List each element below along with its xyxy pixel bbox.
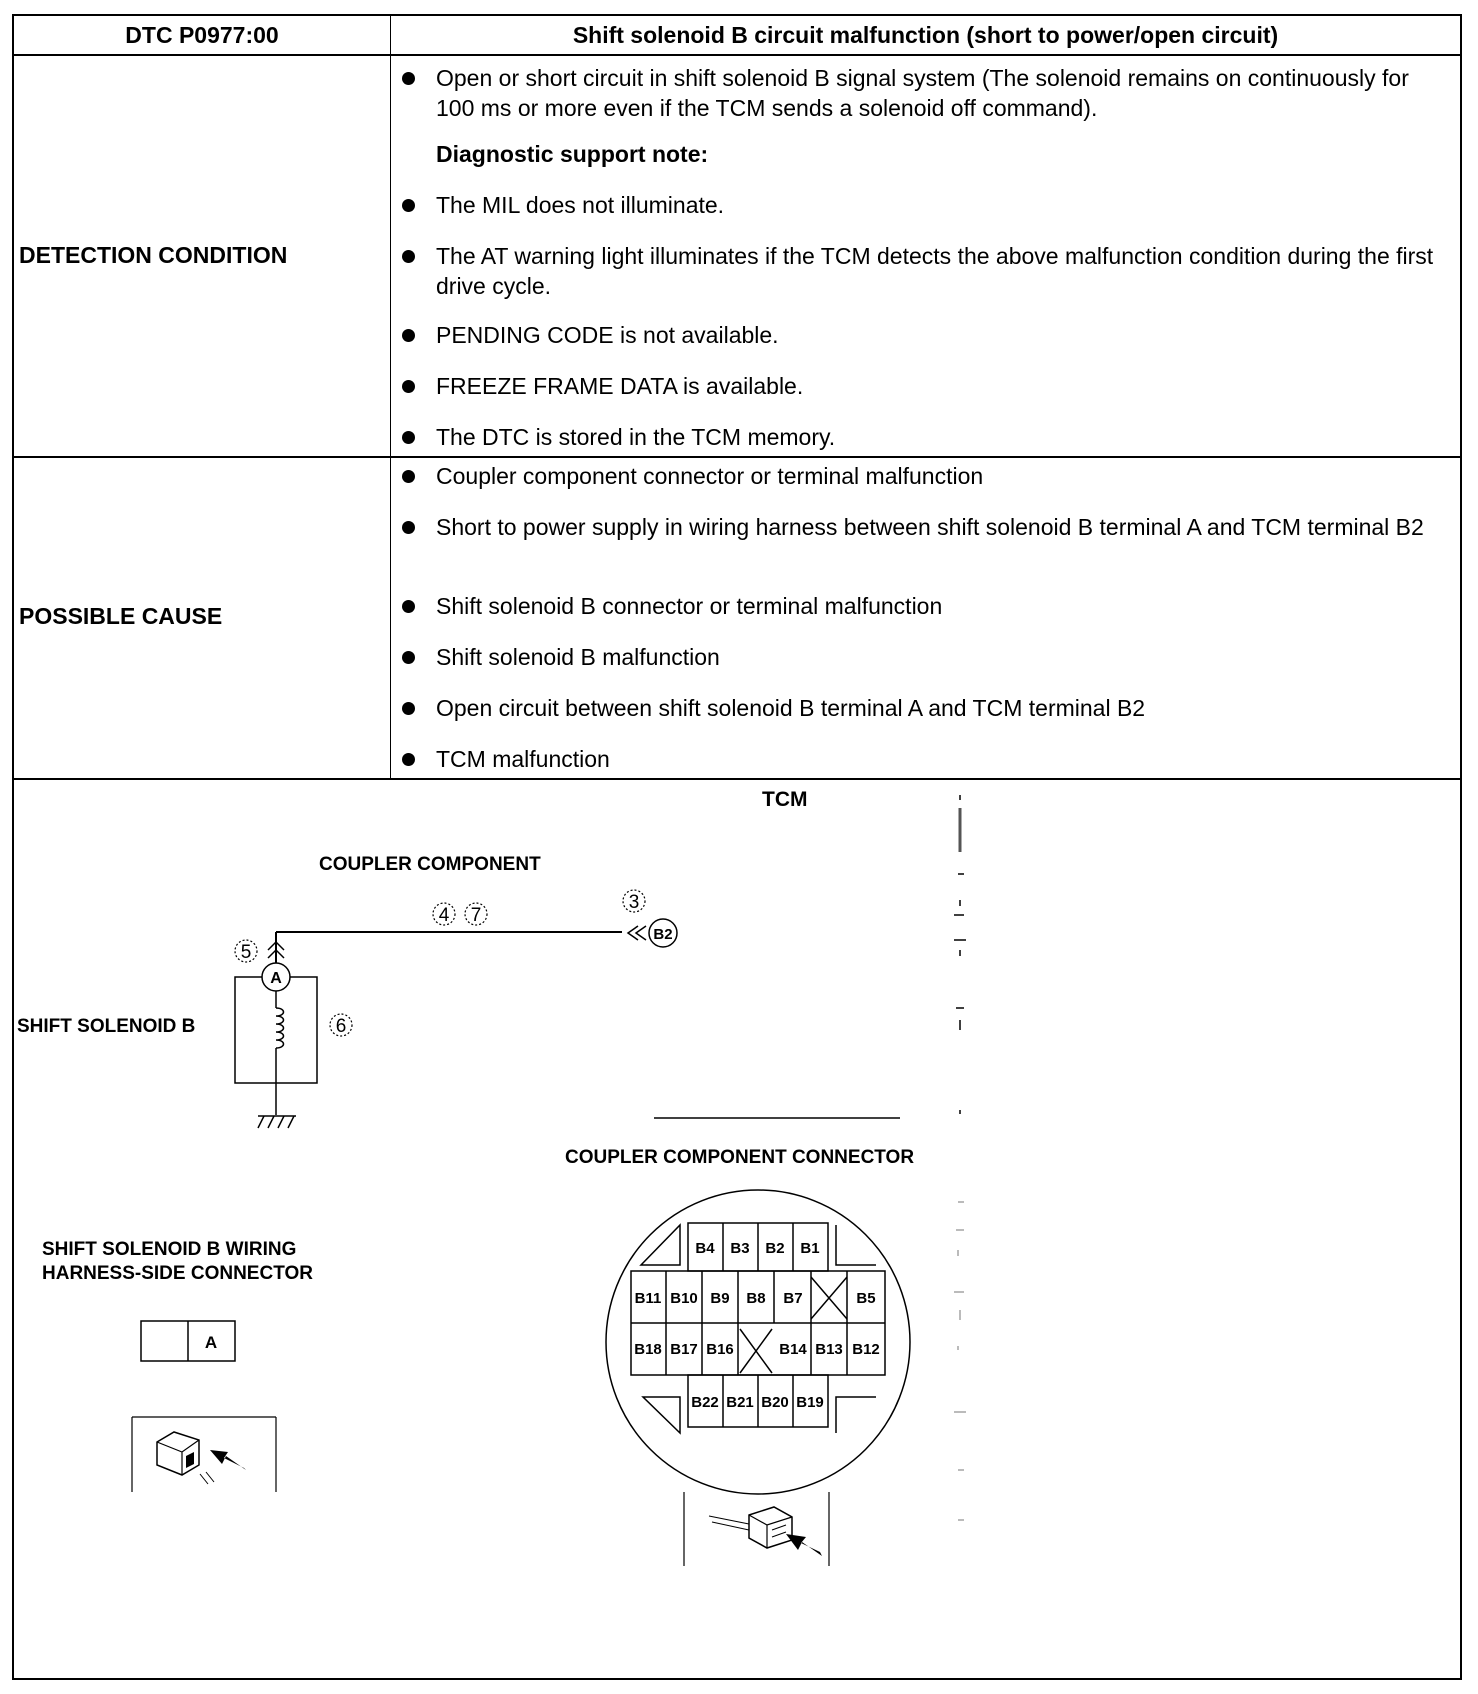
header-row (14, 16, 1460, 56)
tcm-connector-chevron-icon (628, 926, 646, 940)
bullet-icon (402, 753, 415, 766)
pin-label: B13 (815, 1341, 843, 1358)
list-item: Short to power supply in wiring harness between shift solenoid B terminal A and TCM terminal B2 (436, 512, 1440, 591)
tcm-boundary-marks (954, 795, 966, 1114)
callout-6-text: 6 (335, 1016, 347, 1037)
dtc-title-cell (391, 16, 1460, 54)
possible-cause-label-cell (14, 458, 391, 778)
pin-label: B12 (852, 1341, 880, 1358)
coupler-view-icon (684, 1492, 829, 1566)
pin-label: B1 (800, 1240, 820, 1257)
wiring-diagram (14, 780, 1460, 1678)
bullet-icon (402, 651, 415, 664)
list-item: Shift solenoid B connector or terminal malfunction (436, 591, 1440, 642)
harness-connector-label-line1: SHIFT SOLENOID B WIRING (42, 1239, 297, 1260)
pin-label: B20 (761, 1394, 789, 1411)
possible-cause-row (14, 458, 1460, 780)
list-item: Coupler component connector or terminal malfunction (436, 461, 1440, 512)
pin-label: B14 (779, 1341, 807, 1358)
harness-pin-a: A (204, 1333, 218, 1352)
detection-label-cell (14, 56, 391, 456)
pin-label: B8 (746, 1290, 766, 1307)
bullet-icon (402, 431, 415, 444)
callout-4-text: 4 (438, 905, 450, 926)
dtc-code-cell (14, 16, 391, 54)
pin-label: B5 (856, 1290, 876, 1307)
pin-label: B7 (783, 1290, 803, 1307)
pin-label: B19 (796, 1394, 824, 1411)
bullet-icon (402, 72, 415, 85)
bullet-icon (402, 250, 415, 263)
shift-solenoid-label: SHIFT SOLENOID B (17, 1016, 196, 1037)
bullet-icon (402, 702, 415, 715)
harness-view-icon (132, 1417, 276, 1492)
pin-label: B21 (726, 1394, 754, 1411)
pin-label: B4 (695, 1240, 715, 1257)
list-item: FREEZE FRAME DATA is available. (436, 371, 1440, 422)
dtc-code: DTC P0977:00 (125, 21, 279, 48)
pin-label: B9 (710, 1290, 730, 1307)
list-item: PENDING CODE is not available. (436, 320, 1440, 371)
callout-7-text: 7 (470, 905, 482, 926)
list-item: Shift solenoid B malfunction (436, 642, 1440, 693)
ground-icon (258, 1116, 296, 1128)
bullet-icon (402, 521, 415, 534)
pin-label: B16 (706, 1341, 734, 1358)
bullet-icon (402, 600, 415, 613)
coupler-component-label: COUPLER COMPONENT (319, 854, 541, 875)
coil-icon (276, 1008, 284, 1048)
list-item: Open circuit between shift solenoid B terminal A and TCM terminal B2 (436, 693, 1440, 744)
list-item: Open or short circuit in shift solenoid B signal system (The solenoid remains on continuously for 100 ms or more even if the TCM sends a solenoid off command). (436, 63, 1440, 123)
bullet-icon (402, 380, 415, 393)
coupler-connector-label: COUPLER COMPONENT CONNECTOR (565, 1147, 915, 1168)
scan-marks (954, 1202, 966, 1520)
terminal-a-text: A (270, 970, 282, 987)
dtc-title: Shift solenoid B circuit malfunction (short to power/open circuit) (572, 21, 1279, 48)
detection-intro-list (436, 63, 1440, 123)
pin-label: B2 (765, 1240, 785, 1257)
pin-label: B18 (634, 1341, 662, 1358)
pin-label: B11 (634, 1290, 662, 1307)
pin-label: B10 (670, 1290, 698, 1307)
bullet-icon (402, 199, 415, 212)
callout-5-text: 5 (240, 942, 252, 963)
diagram-area (14, 780, 1460, 1678)
bullet-icon (402, 329, 415, 342)
detection-label: DETECTION CONDITION (19, 242, 288, 268)
pin-label: B22 (691, 1394, 719, 1411)
diagnostic-note-heading: Diagnostic support note: (436, 141, 709, 167)
list-item: TCM malfunction (436, 744, 1440, 774)
possible-cause-content-cell (391, 458, 1460, 778)
possible-cause-list (436, 461, 1440, 774)
harness-connector-label-line2: HARNESS-SIDE CONNECTOR (42, 1263, 313, 1284)
list-item: The DTC is stored in the TCM memory. (436, 422, 1440, 452)
tcm-label: TCM (762, 788, 808, 811)
list-item: The MIL does not illuminate. (436, 190, 1440, 241)
list-item: The AT warning light illuminates if the TCM detects the above malfunction condition during the first drive cycle. (436, 241, 1440, 320)
detection-row (14, 56, 1460, 458)
diagnostic-notes-list (436, 190, 1440, 452)
bullet-icon (402, 470, 415, 483)
dtc-sheet (12, 14, 1462, 1680)
possible-cause-label: POSSIBLE CAUSE (19, 603, 223, 629)
pin-label: B3 (730, 1240, 750, 1257)
callout-3-text: 3 (628, 892, 640, 913)
pin-label: B17 (670, 1341, 698, 1358)
detection-content-cell (391, 56, 1460, 456)
terminal-b2-text: B2 (653, 926, 673, 943)
